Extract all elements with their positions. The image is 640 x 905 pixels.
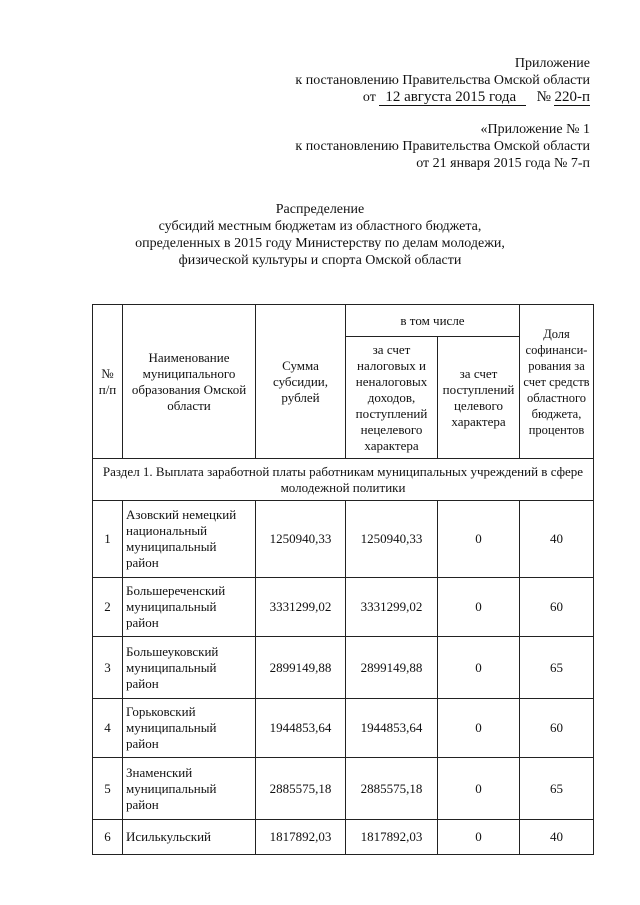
title-line-4: физической культуры и спорта Омской области: [178, 253, 462, 268]
table-row: [93, 699, 594, 758]
title-line-3: определенных в 2015 году Министерству по делам молодежи,: [135, 236, 505, 251]
cofinancing-share: 40: [520, 820, 594, 855]
row-number: 5: [93, 758, 123, 820]
number-prefix: №: [536, 89, 551, 105]
subsidy-sum: 1944853,64: [256, 699, 346, 758]
table-row: [93, 820, 594, 855]
targeted-revenue-amount: 0: [438, 637, 520, 699]
col-header-including: в том числе: [346, 305, 520, 337]
tax-revenue-amount: 2885575,18: [346, 758, 438, 820]
section-row: [93, 459, 594, 501]
resolution-date: 12 августа 2015 года: [379, 89, 526, 106]
col-header-share: Доля софинанси-рования за счет средств областного бюджета, процентов: [520, 305, 594, 459]
title-line-1: Распределение: [275, 202, 365, 217]
col-header-targeted-revenue: за счет поступлений целевого характера: [438, 337, 520, 459]
municipality-name: Исилькульский: [123, 820, 256, 855]
subsidy-sum: 1817892,03: [256, 820, 346, 855]
tax-revenue-amount: 1250940,33: [346, 501, 438, 578]
appendix-label: Приложение: [514, 56, 590, 71]
table-row: [93, 578, 594, 637]
col-header-number: № п/п: [93, 305, 123, 459]
row-number: 3: [93, 637, 123, 699]
row-number: 6: [93, 820, 123, 855]
targeted-revenue-amount: 0: [438, 758, 520, 820]
targeted-revenue-amount: 0: [438, 578, 520, 637]
resolution-date-line: [295, 89, 590, 106]
resolution-reference: к постановлению Правительства Омской области: [295, 73, 590, 88]
appendix-header: [295, 55, 590, 106]
table-row: [93, 501, 594, 578]
tax-revenue-amount: 2899149,88: [346, 637, 438, 699]
resolution-number: 220-п: [554, 89, 590, 105]
municipality-name: Азовский немецкий национальный муниципальный район: [123, 501, 256, 578]
municipality-name: Большеуковский муниципальный район: [123, 637, 256, 699]
table-row: [93, 758, 594, 820]
cofinancing-share: 40: [520, 501, 594, 578]
col-header-tax-revenue: за счет налоговых и неналоговых доходов, поступлений нецелевого характера: [346, 337, 438, 459]
subsidy-sum: 2899149,88: [256, 637, 346, 699]
row-number: 4: [93, 699, 123, 758]
document-title: [0, 201, 640, 269]
municipality-name: Горьковский муниципальный район: [123, 699, 256, 758]
tax-revenue-amount: 1944853,64: [346, 699, 438, 758]
targeted-revenue-amount: 0: [438, 699, 520, 758]
row-number: 1: [93, 501, 123, 578]
original-resolution-reference: к постановлению Правительства Омской области: [295, 139, 590, 154]
row-number: 2: [93, 578, 123, 637]
cofinancing-share: 60: [520, 578, 594, 637]
original-appendix-header: [295, 121, 590, 172]
tax-revenue-amount: 3331299,02: [346, 578, 438, 637]
targeted-revenue-amount: 0: [438, 820, 520, 855]
cofinancing-share: 65: [520, 637, 594, 699]
section-title: Раздел 1. Выплата заработной платы работникам муниципальных учреждений в сфере молодежной политики: [93, 459, 594, 501]
original-resolution-date: от 21 января 2015 года № 7-п: [416, 156, 590, 171]
tax-revenue-amount: 1817892,03: [346, 820, 438, 855]
subsidy-sum: 3331299,02: [256, 578, 346, 637]
col-header-sum: Сумма субсидии, рублей: [256, 305, 346, 459]
subsidy-sum: 1250940,33: [256, 501, 346, 578]
cofinancing-share: 60: [520, 699, 594, 758]
col-header-name: Наименование муниципального образования Омской области: [123, 305, 256, 459]
title-line-2: субсидий местным бюджетам из областного бюджета,: [158, 219, 482, 234]
subsidy-table: [92, 304, 594, 855]
targeted-revenue-amount: 0: [438, 501, 520, 578]
cofinancing-share: 65: [520, 758, 594, 820]
table-row: [93, 637, 594, 699]
subsidy-sum: 2885575,18: [256, 758, 346, 820]
original-appendix-label: «Приложение № 1: [480, 122, 590, 137]
date-prefix: от: [362, 90, 376, 105]
municipality-name: Знаменский муниципальный район: [123, 758, 256, 820]
municipality-name: Большереченский муниципальный район: [123, 578, 256, 637]
